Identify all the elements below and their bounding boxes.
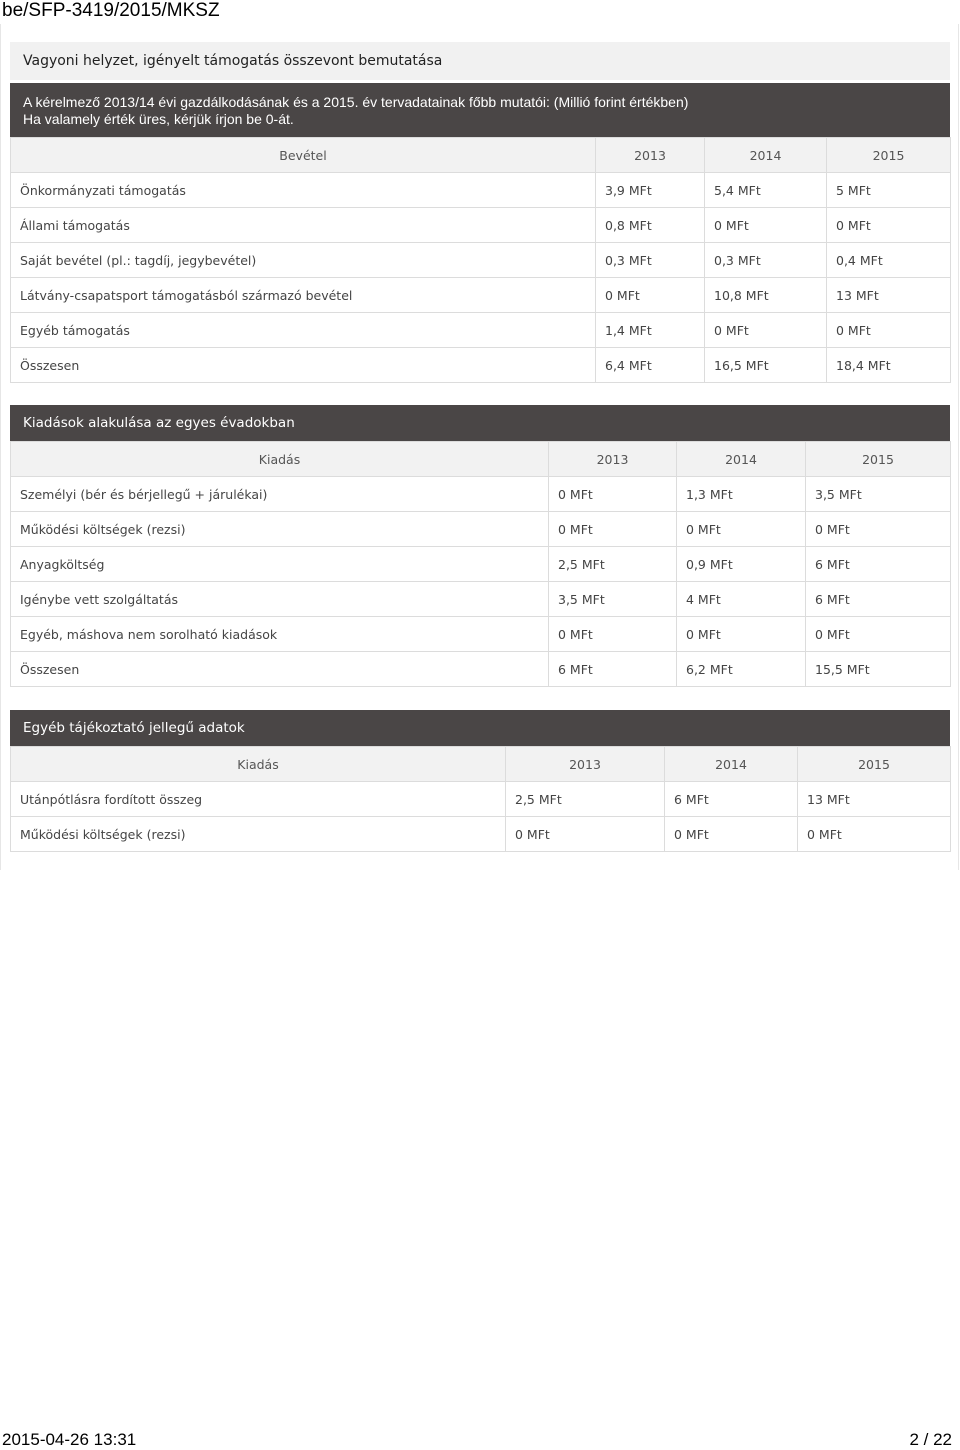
row-label: Személyi (bér és bérjellegű + járulékai) bbox=[11, 477, 549, 512]
table-row bbox=[11, 782, 951, 817]
column-header: 2014 bbox=[677, 442, 806, 477]
row-label: Állami támogatás bbox=[11, 208, 596, 243]
column-header: Kiadás bbox=[11, 747, 506, 782]
value-cell: 0 MFt bbox=[677, 512, 806, 547]
value-cell: 0,9 MFt bbox=[677, 547, 806, 582]
section-title-expenses: Kiadások alakulása az egyes évadokban bbox=[10, 405, 950, 441]
value-cell: 0 MFt bbox=[549, 512, 677, 547]
value-cell: 2,5 MFt bbox=[549, 547, 677, 582]
expense-table bbox=[10, 441, 951, 687]
value-cell: 0 MFt bbox=[549, 617, 677, 652]
column-header: 2015 bbox=[798, 747, 951, 782]
column-header: 2013 bbox=[506, 747, 665, 782]
column-header: 2013 bbox=[596, 138, 705, 173]
table-row bbox=[11, 243, 951, 278]
column-header: 2013 bbox=[549, 442, 677, 477]
intro-line-1: A kérelmező 2013/14 évi gazdálkodásának és a 2015. év tervadatainak főbb mutatói: (Millió forint értékben) bbox=[23, 94, 689, 110]
value-cell: 0 MFt bbox=[806, 617, 951, 652]
value-cell: 18,4 MFt bbox=[827, 348, 951, 383]
value-cell: 3,9 MFt bbox=[596, 173, 705, 208]
value-cell: 3,5 MFt bbox=[549, 582, 677, 617]
value-cell: 0,4 MFt bbox=[827, 243, 951, 278]
value-cell: 13 MFt bbox=[798, 782, 951, 817]
intro-box bbox=[10, 83, 950, 137]
value-cell: 0 MFt bbox=[827, 313, 951, 348]
value-cell: 10,8 MFt bbox=[705, 278, 827, 313]
value-cell: 16,5 MFt bbox=[705, 348, 827, 383]
value-cell: 15,5 MFt bbox=[806, 652, 951, 687]
value-cell: 6 MFt bbox=[549, 652, 677, 687]
value-cell: 13 MFt bbox=[827, 278, 951, 313]
table-row bbox=[11, 817, 951, 852]
intro-line-2: Ha valamely érték üres, kérjük írjon be 0-át. bbox=[23, 111, 294, 127]
table-row bbox=[11, 477, 951, 512]
other-table bbox=[10, 746, 951, 852]
other-header-row bbox=[11, 747, 951, 782]
value-cell: 0 MFt bbox=[806, 512, 951, 547]
table-row bbox=[11, 617, 951, 652]
value-cell: 6,2 MFt bbox=[677, 652, 806, 687]
value-cell: 0,3 MFt bbox=[705, 243, 827, 278]
table-row bbox=[11, 173, 951, 208]
table-row bbox=[11, 278, 951, 313]
expense-header-row bbox=[11, 442, 951, 477]
value-cell: 0 MFt bbox=[665, 817, 798, 852]
total-row bbox=[11, 348, 951, 383]
table-row bbox=[11, 582, 951, 617]
table-row bbox=[11, 313, 951, 348]
value-cell: 0,8 MFt bbox=[596, 208, 705, 243]
row-label: Összesen bbox=[11, 652, 549, 687]
row-label: Önkormányzati támogatás bbox=[11, 173, 596, 208]
income-table bbox=[10, 137, 951, 383]
document-id: be/SFP-3419/2015/MKSZ bbox=[2, 0, 220, 21]
column-header: 2014 bbox=[705, 138, 827, 173]
table-row bbox=[11, 512, 951, 547]
value-cell: 4 MFt bbox=[677, 582, 806, 617]
row-label: Működési költségek (rezsi) bbox=[11, 512, 549, 547]
value-cell: 3,5 MFt bbox=[806, 477, 951, 512]
value-cell: 1,3 MFt bbox=[677, 477, 806, 512]
print-timestamp: 2015-04-26 13:31 bbox=[2, 1430, 137, 1449]
value-cell: 0 MFt bbox=[677, 617, 806, 652]
income-header-row bbox=[11, 138, 951, 173]
column-header: Kiadás bbox=[11, 442, 549, 477]
row-label: Egyéb támogatás bbox=[11, 313, 596, 348]
value-cell: 2,5 MFt bbox=[506, 782, 665, 817]
value-cell: 5,4 MFt bbox=[705, 173, 827, 208]
row-label: Igénybe vett szolgáltatás bbox=[11, 582, 549, 617]
value-cell: 6 MFt bbox=[665, 782, 798, 817]
table-row bbox=[11, 208, 951, 243]
table-row bbox=[11, 547, 951, 582]
value-cell: 0 MFt bbox=[549, 477, 677, 512]
value-cell: 0 MFt bbox=[506, 817, 665, 852]
total-row bbox=[11, 652, 951, 687]
value-cell: 5 MFt bbox=[827, 173, 951, 208]
column-header: 2015 bbox=[806, 442, 951, 477]
row-label: Saját bevétel (pl.: tagdíj, jegybevétel) bbox=[11, 243, 596, 278]
column-header: Bevétel bbox=[11, 138, 596, 173]
row-label: Utánpótlásra fordított összeg bbox=[11, 782, 506, 817]
value-cell: 6 MFt bbox=[806, 582, 951, 617]
row-label: Anyagköltség bbox=[11, 547, 549, 582]
value-cell: 0 MFt bbox=[705, 208, 827, 243]
row-label: Összesen bbox=[11, 348, 596, 383]
value-cell: 0 MFt bbox=[596, 278, 705, 313]
row-label: Látvány-csapatsport támogatásból származó bevétel bbox=[11, 278, 596, 313]
row-label: Működési költségek (rezsi) bbox=[11, 817, 506, 852]
section-title-other: Egyéb tájékoztató jellegű adatok bbox=[10, 710, 950, 746]
row-label: Egyéb, máshova nem sorolható kiadások bbox=[11, 617, 549, 652]
value-cell: 0,3 MFt bbox=[596, 243, 705, 278]
value-cell: 6 MFt bbox=[806, 547, 951, 582]
value-cell: 1,4 MFt bbox=[596, 313, 705, 348]
section-title-financial: Vagyoni helyzet, igényelt támogatás összevont bemutatása bbox=[10, 42, 950, 80]
column-header: 2014 bbox=[665, 747, 798, 782]
page-number: 2 / 22 bbox=[909, 1430, 952, 1449]
column-header: 2015 bbox=[827, 138, 951, 173]
value-cell: 0 MFt bbox=[798, 817, 951, 852]
value-cell: 0 MFt bbox=[827, 208, 951, 243]
value-cell: 0 MFt bbox=[705, 313, 827, 348]
value-cell: 6,4 MFt bbox=[596, 348, 705, 383]
